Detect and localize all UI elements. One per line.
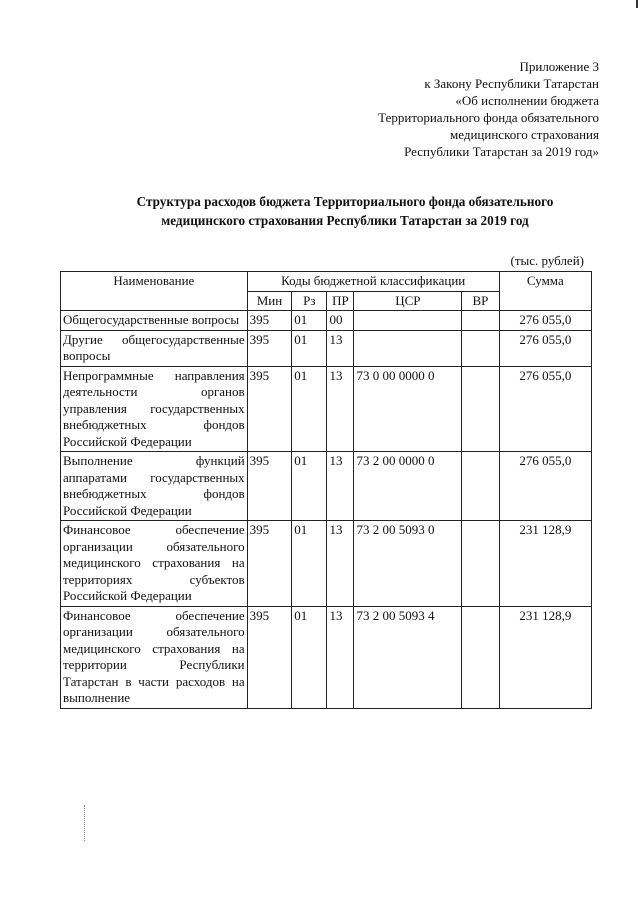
appendix-line: Приложение 3 [519,59,599,74]
table-row [61,366,592,452]
row-pr: 13 [327,366,354,452]
row-csr: 73 2 00 0000 0 [354,452,462,521]
row-name: Финансовое обеспечение организации обязательного медицинского страхования на территориях субъектов Российской Федерации [61,521,248,607]
header-rz: Рз [292,291,327,311]
row-name: Другие общегосударственные вопросы [61,330,248,366]
header-name: Наименование [61,272,248,311]
scan-dotted-mark [84,805,85,841]
row-vr [462,366,499,452]
row-min: 395 [247,311,292,331]
row-name: Непрограммные направления деятельности органов управления государственных внебюджетных фондов Российской Федерации [61,366,248,452]
row-csr: 73 2 00 5093 0 [354,521,462,607]
appendix-line: Республики Татарстан за 2019 год» [404,144,599,159]
row-name: Общегосударственные вопросы [61,311,248,331]
row-vr [462,452,499,521]
row-csr [354,330,462,366]
row-min: 395 [247,330,292,366]
appendix-line: медицинского страхования [450,127,599,142]
row-pr: 13 [327,606,354,708]
appendix-line: «Об исполнении бюджета [455,93,599,108]
row-vr [462,606,499,708]
row-name: Выполнение функций аппаратами государственных внебюджетных фондов Российской Федерации [61,452,248,521]
table-row [61,330,592,366]
title-line: Структура расходов бюджета Территориального фонда обязательного [136,194,554,209]
table-row [61,606,592,708]
row-pr: 13 [327,452,354,521]
row-rz: 01 [292,452,327,521]
units-label: (тыс. рублей) [510,253,584,268]
row-min: 395 [247,606,292,708]
row-name: Финансовое обеспечение организации обязательного медицинского страхования на территории Республики Татарстан в части расходов на выполнение [61,606,248,708]
row-csr: 73 2 00 5093 4 [354,606,462,708]
title-line: медицинского страхования Республики Татарстан за 2019 год [161,213,529,228]
table-row [61,521,592,607]
row-sum: 276 055,0 [499,452,591,521]
table-row [61,452,592,521]
row-pr: 13 [327,521,354,607]
header-sum: Сумма [499,272,591,311]
header-csr: ЦСР [354,291,462,311]
row-csr [354,311,462,331]
appendix-header [378,58,599,160]
document-title [80,192,610,230]
row-min: 395 [247,521,292,607]
row-csr: 73 0 00 0000 0 [354,366,462,452]
header-codes: Коды бюджетной классификации [247,272,499,292]
header-min: Мин [247,291,292,311]
row-pr: 00 [327,311,354,331]
header-pr: ПР [327,291,354,311]
appendix-line: Территориального фонда обязательного [378,110,599,125]
row-pr: 13 [327,330,354,366]
row-sum: 231 128,9 [499,606,591,708]
row-sum: 276 055,0 [499,366,591,452]
row-rz: 01 [292,521,327,607]
budget-table [60,271,592,709]
row-rz: 01 [292,330,327,366]
row-vr [462,311,499,331]
row-rz: 01 [292,311,327,331]
row-vr [462,521,499,607]
row-rz: 01 [292,366,327,452]
row-min: 395 [247,366,292,452]
scan-corner-mark [636,0,638,8]
row-sum: 276 055,0 [499,311,591,331]
row-sum: 231 128,9 [499,521,591,607]
table-row [61,311,592,331]
row-rz: 01 [292,606,327,708]
row-sum: 276 055,0 [499,330,591,366]
row-min: 395 [247,452,292,521]
appendix-line: к Закону Республики Татарстан [424,76,599,91]
row-vr [462,330,499,366]
header-vr: ВР [462,291,499,311]
